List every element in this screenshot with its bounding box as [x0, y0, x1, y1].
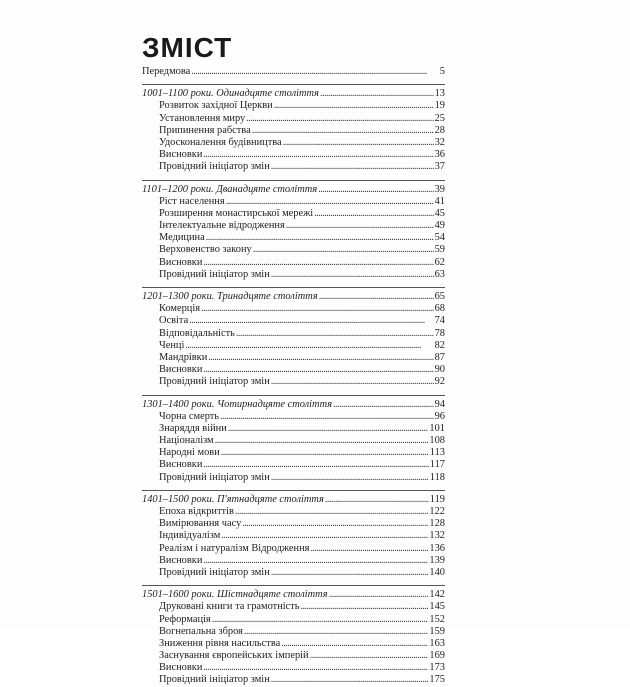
toc-entry-label: 1301–1400 роки. Чотирнадцяте століття — [142, 398, 333, 410]
toc-page-number: 82 — [434, 339, 445, 351]
toc-page-number: 163 — [429, 637, 445, 649]
dot-leader — [333, 399, 434, 411]
toc-section — [142, 287, 445, 389]
dot-leader — [203, 149, 433, 161]
toc-entry-label: Зниження рівня насильства — [159, 637, 281, 649]
dot-leader — [246, 113, 433, 125]
dot-leader — [283, 137, 434, 149]
dot-leader — [329, 589, 429, 601]
toc-entry-label: 1001–1100 роки. Одинадцяте століття — [142, 88, 319, 100]
toc-page-number: 32 — [434, 136, 445, 148]
toc-page-number: 119 — [429, 493, 445, 505]
toc-entry[interactable] — [142, 257, 445, 269]
page-title: ЗМІСТ — [142, 32, 233, 63]
toc-page-number: 13 — [434, 88, 445, 100]
toc-page-number: 28 — [434, 124, 445, 136]
toc-section — [142, 490, 445, 579]
toc-entry[interactable] — [142, 506, 445, 518]
toc-entry[interactable] — [142, 601, 445, 613]
toc-entry[interactable] — [142, 459, 445, 471]
toc-entry-label: Реформація — [159, 613, 211, 625]
toc-page-number: 101 — [429, 422, 445, 434]
toc-entry-label: Провідний ініціатор змін — [159, 268, 270, 280]
toc-entry-label: Удосконалення будівництва — [159, 136, 282, 148]
toc-entry-label: Висновки — [159, 662, 203, 674]
dot-leader — [191, 66, 439, 78]
toc-page-number: 25 — [434, 112, 445, 124]
dot-leader — [271, 161, 434, 173]
toc-entry-label: Друковані книги та грамотність — [159, 601, 300, 613]
toc-page-number: 140 — [429, 566, 445, 578]
toc-page-number: 113 — [429, 447, 445, 459]
dot-leader — [208, 352, 433, 364]
dot-leader — [286, 220, 434, 232]
toc-entry-label: Освіта — [159, 315, 189, 327]
dot-leader — [206, 232, 434, 244]
toc-page-number: 169 — [429, 650, 445, 662]
dot-leader — [203, 662, 428, 674]
toc-entry-label: Висновки — [159, 149, 203, 161]
toc-section-heading[interactable] — [142, 494, 445, 506]
toc-entry[interactable] — [142, 364, 445, 376]
toc-entry-label: Розвиток західної Церкви — [159, 100, 273, 112]
toc-page-number: 90 — [434, 364, 445, 376]
toc-entry[interactable] — [142, 674, 445, 686]
dot-leader — [203, 459, 428, 471]
toc-entry-label: Провідний ініціатор змін — [159, 566, 270, 578]
toc-entry-label: Заснування європейських імперій — [159, 650, 309, 662]
toc-entry[interactable] — [142, 208, 445, 220]
toc-page-number: 117 — [429, 459, 445, 471]
toc-entry[interactable] — [142, 543, 445, 555]
toc-entry[interactable] — [142, 269, 445, 281]
toc-entry[interactable] — [142, 149, 445, 161]
toc-entry[interactable] — [142, 244, 445, 256]
toc-section-heading[interactable] — [142, 399, 445, 411]
toc-page-number: 122 — [429, 506, 445, 517]
toc-page-number: 45 — [434, 207, 445, 219]
toc-page-number: 118 — [429, 471, 445, 483]
toc-entry[interactable] — [142, 196, 445, 208]
toc-entry[interactable] — [142, 614, 445, 626]
dot-leader — [236, 328, 434, 340]
toc-page-number: 159 — [429, 625, 445, 637]
toc-entry[interactable] — [142, 638, 445, 650]
toc-section-heading[interactable] — [142, 88, 445, 100]
toc-entry-label: Розширення монастирської мережі — [159, 207, 314, 219]
toc-sections — [142, 84, 445, 686]
toc-entry[interactable] — [142, 303, 445, 315]
toc-page-number: 65 — [434, 291, 445, 302]
toc-page-number: 142 — [429, 589, 445, 601]
toc-entry[interactable] — [142, 376, 445, 388]
toc-entry[interactable] — [142, 161, 445, 173]
toc-entry-label: 1201–1300 роки. Тринадцяте століття — [142, 291, 318, 302]
dot-leader — [271, 674, 429, 686]
toc-entry-label: Вогнепальна зброя — [159, 625, 243, 637]
toc-page-number: 128 — [429, 518, 445, 530]
toc-page-number: 132 — [429, 530, 445, 542]
toc-entry-label: Провідний ініціатор змін — [159, 376, 270, 388]
dot-leader — [271, 376, 434, 388]
toc-page-number: 39 — [434, 183, 445, 195]
toc-entry-label: Висновки — [159, 256, 203, 268]
toc-entry-label: Вимірювання часу — [159, 518, 242, 530]
toc-page-number: 68 — [434, 303, 445, 315]
toc-entry-label: Провідний ініціатор змін — [159, 161, 270, 173]
toc-entry[interactable] — [142, 423, 445, 435]
dot-leader — [301, 601, 429, 613]
toc-entry[interactable] — [142, 340, 445, 352]
dot-leader — [185, 340, 433, 352]
dot-leader — [201, 303, 434, 315]
toc-entry-label: Висновки — [159, 459, 203, 471]
toc-section-heading[interactable] — [142, 184, 445, 196]
table-of-contents — [142, 30, 445, 687]
dot-leader — [310, 543, 428, 555]
toc-section — [142, 180, 445, 282]
toc-entry-label: Провідний ініціатор змін — [159, 674, 270, 686]
toc-page-number: 94 — [434, 398, 445, 410]
toc-page-number: 74 — [434, 315, 445, 327]
toc-entry-label: Ріст населення — [159, 195, 225, 207]
toc-entry-label: Провідний ініціатор змін — [159, 471, 270, 483]
toc-page-number: 96 — [434, 410, 445, 422]
dot-leader — [320, 88, 434, 100]
toc-section — [142, 585, 445, 687]
toc-page-number: 59 — [434, 244, 445, 256]
toc-entry[interactable] — [142, 567, 445, 579]
toc-page-number: 152 — [429, 613, 445, 625]
dot-leader — [274, 100, 434, 112]
dot-leader — [215, 435, 429, 447]
toc-entry[interactable] — [142, 328, 445, 340]
toc-entry-label: Медицина — [159, 232, 205, 244]
toc-entry-label: Передмова — [142, 66, 191, 77]
toc-page-number: 5 — [439, 66, 445, 77]
toc-entry[interactable] — [142, 662, 445, 674]
dot-leader — [244, 626, 429, 638]
toc-entry-label: Висновки — [159, 364, 203, 376]
toc-entry-label: Комерція — [159, 303, 201, 315]
dot-leader — [310, 650, 429, 662]
toc-page-number: 37 — [434, 161, 445, 173]
toc-entry-label: 1101–1200 роки. Дванадцяте століття — [142, 183, 318, 195]
toc-page-number: 175 — [429, 674, 445, 686]
toc-entry[interactable] — [142, 411, 445, 423]
dot-leader — [271, 472, 429, 484]
toc-entry-label: 1401–1500 роки. П'ятнадцяте століття — [142, 493, 324, 505]
toc-entry-label: Народні мови — [159, 447, 220, 459]
toc-page-number: 145 — [429, 601, 445, 613]
toc-entry[interactable] — [142, 315, 445, 327]
toc-page-number: 54 — [434, 232, 445, 244]
toc-entry-preface[interactable] — [142, 66, 445, 78]
toc-section — [142, 84, 445, 173]
toc-entry-label: Ченці — [159, 339, 185, 351]
toc-entry-label: Знаряддя війни — [159, 422, 227, 434]
dot-leader — [189, 315, 433, 327]
toc-page-number: 108 — [429, 435, 445, 447]
dot-leader — [252, 125, 434, 137]
dot-leader — [203, 257, 433, 269]
dot-leader — [271, 567, 429, 579]
toc-page-number: 49 — [434, 220, 445, 232]
toc-page-number: 139 — [429, 554, 445, 566]
dot-leader — [325, 494, 429, 506]
toc-page-number: 62 — [434, 256, 445, 268]
toc-section-heading[interactable] — [142, 291, 445, 303]
toc-page-number: 78 — [434, 327, 445, 339]
toc-section-heading[interactable] — [142, 589, 445, 601]
toc-entry[interactable] — [142, 518, 445, 530]
toc-entry-label: Мандрівки — [159, 351, 208, 363]
dot-leader — [203, 555, 428, 567]
toc-entry-label: Націоналізм — [159, 435, 214, 447]
toc-entry-label: Реалізм і натуралізм Відродження — [159, 542, 310, 554]
toc-page-number: 136 — [429, 542, 445, 554]
dot-leader — [221, 530, 428, 542]
toc-entry-label: Індивідуалізм — [159, 530, 221, 542]
toc-entry-label: Установлення миру — [159, 112, 246, 124]
toc-entry[interactable] — [142, 530, 445, 542]
toc-entry-label: Верховенство закону — [159, 244, 252, 256]
toc-entry[interactable] — [142, 137, 445, 149]
toc-entry[interactable] — [142, 220, 445, 232]
toc-entry-label: 1501–1600 роки. Шістнадцяте століття — [142, 589, 328, 601]
toc-entry-label: Чорна смерть — [159, 410, 220, 422]
toc-entry-label: Інтелектуальне відродження — [159, 220, 285, 232]
dot-leader — [228, 423, 429, 435]
toc-entry[interactable] — [142, 555, 445, 567]
dot-leader — [235, 506, 429, 518]
dot-leader — [319, 291, 434, 303]
toc-page-number: 41 — [434, 195, 445, 207]
toc-entry-label: Відповідальність — [159, 327, 235, 339]
dot-leader — [281, 638, 428, 650]
toc-entry[interactable] — [142, 100, 445, 112]
toc-entry[interactable] — [142, 447, 445, 459]
dot-leader — [271, 269, 434, 281]
dot-leader — [203, 364, 433, 376]
toc-entry[interactable] — [142, 113, 445, 125]
toc-entry[interactable] — [142, 125, 445, 137]
dot-leader — [220, 411, 434, 423]
dot-leader — [253, 244, 434, 256]
toc-entry-label: Висновки — [159, 554, 203, 566]
dot-leader — [226, 196, 434, 208]
dot-leader — [221, 447, 429, 459]
dot-leader — [318, 184, 433, 196]
toc-page-number: 92 — [434, 376, 445, 388]
dot-leader — [314, 208, 433, 220]
toc-entry[interactable] — [142, 352, 445, 364]
toc-page-number: 173 — [429, 662, 445, 674]
toc-entry-label: Епоха відкриттів — [159, 506, 234, 517]
toc-entry[interactable] — [142, 472, 445, 484]
dot-leader — [242, 518, 428, 530]
toc-entry[interactable] — [142, 232, 445, 244]
toc-page-number: 19 — [434, 100, 445, 112]
toc-entry-label: Припинення рабства — [159, 124, 251, 136]
toc-entry[interactable] — [142, 435, 445, 447]
toc-section — [142, 395, 445, 484]
toc-page-number: 36 — [434, 149, 445, 161]
dot-leader — [212, 614, 429, 626]
toc-entry[interactable] — [142, 650, 445, 662]
toc-entry[interactable] — [142, 626, 445, 638]
toc-page-number: 87 — [434, 351, 445, 363]
toc-page-number: 63 — [434, 268, 445, 280]
